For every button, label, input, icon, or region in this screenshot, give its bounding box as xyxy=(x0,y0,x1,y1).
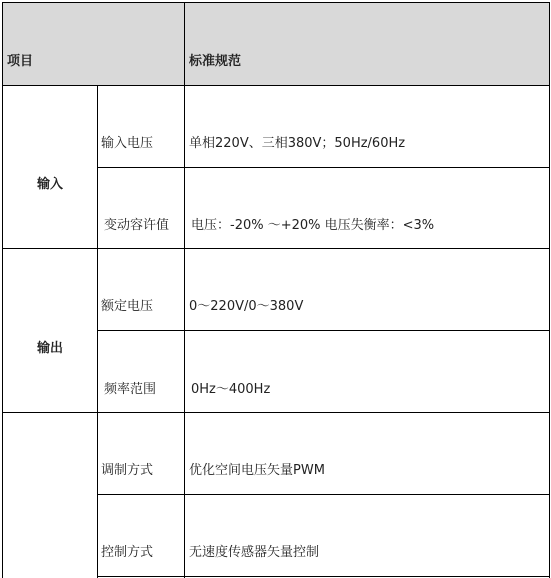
param-label: 输入电压 xyxy=(101,136,154,151)
header-item-label: 项目 xyxy=(7,54,34,69)
param-label: 变动容许值 xyxy=(104,218,170,233)
border-right xyxy=(549,2,550,578)
spec-value: 0～220V/0～380V xyxy=(189,299,304,314)
group-divider xyxy=(2,412,550,413)
row-divider xyxy=(97,167,550,168)
param-label: 控制方式 xyxy=(101,545,154,560)
row-divider xyxy=(97,330,550,331)
column-divider xyxy=(184,2,185,578)
group-label-input: 输入 xyxy=(37,177,64,192)
spec-value: 单相220V、三相380V；50Hz/60Hz xyxy=(189,136,406,151)
border-top xyxy=(2,2,550,3)
border-left xyxy=(2,2,3,578)
header-bottom-line xyxy=(2,85,550,86)
row-divider xyxy=(97,576,550,577)
param-label: 频率范围 xyxy=(104,382,157,397)
row-divider xyxy=(97,494,550,495)
spec-value: 优化空间电压矢量PWM xyxy=(189,463,325,478)
group-label-output: 输出 xyxy=(37,341,64,356)
spec-value: 无速度传感器矢量控制 xyxy=(189,545,320,560)
param-label: 额定电压 xyxy=(101,299,154,314)
param-label: 调制方式 xyxy=(101,463,154,478)
spec-value: 电压：-20% ～+20% 电压失衡率：<3% xyxy=(191,218,435,233)
header-standard-label: 标准规范 xyxy=(189,54,242,69)
group-divider xyxy=(2,248,550,249)
spec-value: 0Hz～400Hz xyxy=(191,382,271,397)
column-divider xyxy=(97,85,98,578)
header-row-background xyxy=(2,2,549,85)
